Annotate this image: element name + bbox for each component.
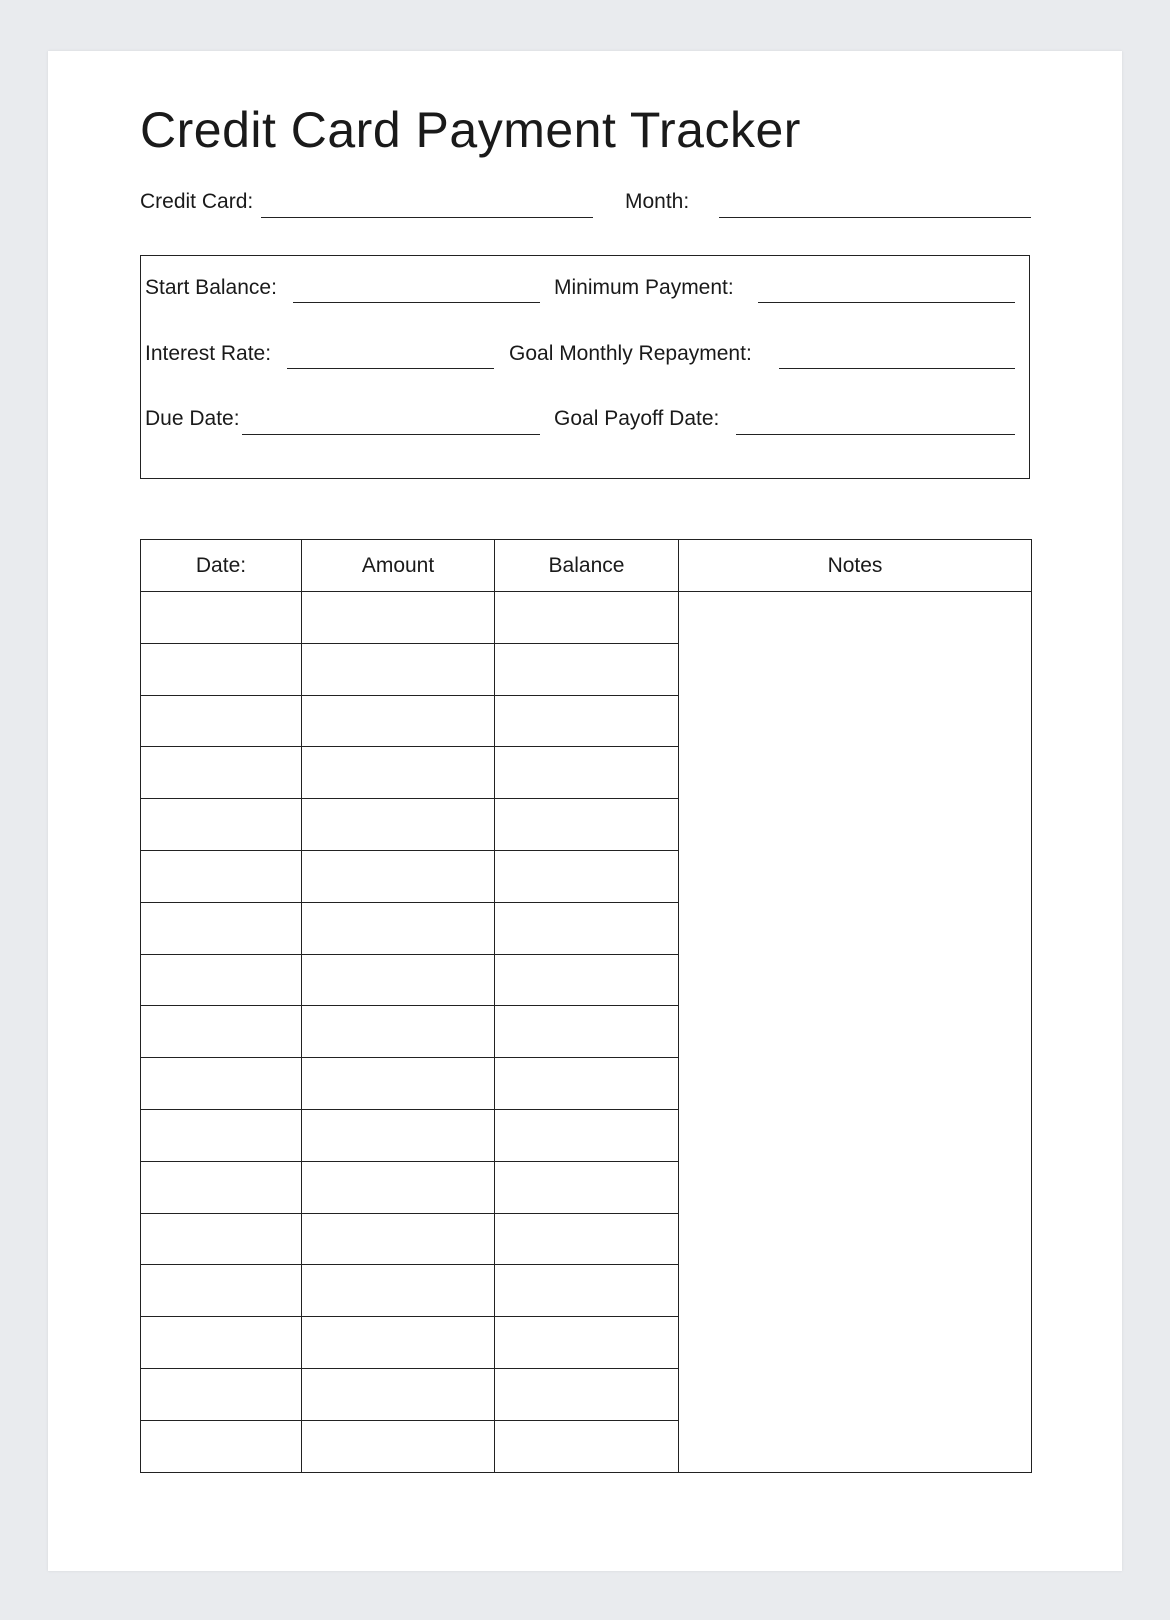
date-cell[interactable] bbox=[141, 1368, 302, 1420]
balance-cell[interactable] bbox=[495, 695, 679, 747]
balance-cell[interactable] bbox=[495, 1058, 679, 1110]
amount-cell[interactable] bbox=[302, 1368, 495, 1420]
date-column-header: Date: bbox=[141, 540, 302, 592]
amount-cell[interactable] bbox=[302, 902, 495, 954]
balance-cell[interactable] bbox=[495, 902, 679, 954]
page-title: Credit Card Payment Tracker bbox=[140, 102, 801, 158]
amount-cell[interactable] bbox=[302, 954, 495, 1006]
date-cell[interactable] bbox=[141, 592, 302, 644]
minimum-payment-field[interactable] bbox=[758, 302, 1015, 303]
date-cell[interactable] bbox=[141, 850, 302, 902]
amount-cell[interactable] bbox=[302, 1420, 495, 1472]
table-row bbox=[141, 592, 1032, 644]
balance-cell[interactable] bbox=[495, 643, 679, 695]
start-balance-field[interactable] bbox=[293, 302, 540, 303]
date-cell[interactable] bbox=[141, 1006, 302, 1058]
date-cell[interactable] bbox=[141, 954, 302, 1006]
amount-cell[interactable] bbox=[302, 1006, 495, 1058]
goal-payoff-date-field[interactable] bbox=[736, 434, 1015, 435]
start-balance-label: Start Balance: bbox=[145, 276, 277, 299]
date-cell[interactable] bbox=[141, 643, 302, 695]
balance-cell[interactable] bbox=[495, 799, 679, 851]
amount-cell[interactable] bbox=[302, 1265, 495, 1317]
amount-cell[interactable] bbox=[302, 850, 495, 902]
amount-cell[interactable] bbox=[302, 592, 495, 644]
table-header-row bbox=[141, 540, 1032, 592]
balance-cell[interactable] bbox=[495, 1265, 679, 1317]
date-cell[interactable] bbox=[141, 1058, 302, 1110]
payment-table bbox=[140, 539, 1032, 1473]
notes-column-header: Notes bbox=[679, 540, 1032, 592]
due-date-label: Due Date: bbox=[145, 407, 240, 430]
date-cell[interactable] bbox=[141, 695, 302, 747]
date-cell[interactable] bbox=[141, 1265, 302, 1317]
date-cell[interactable] bbox=[141, 1161, 302, 1213]
amount-cell[interactable] bbox=[302, 1317, 495, 1369]
goal-monthly-repayment-label: Goal Monthly Repayment: bbox=[509, 342, 752, 365]
credit-card-label: Credit Card: bbox=[140, 190, 254, 213]
balance-cell[interactable] bbox=[495, 1006, 679, 1058]
table-body bbox=[141, 592, 1032, 1473]
balance-cell[interactable] bbox=[495, 1368, 679, 1420]
amount-column-header: Amount bbox=[302, 540, 495, 592]
balance-column-header: Balance bbox=[495, 540, 679, 592]
amount-cell[interactable] bbox=[302, 1109, 495, 1161]
credit-card-field[interactable] bbox=[261, 217, 593, 218]
balance-cell[interactable] bbox=[495, 954, 679, 1006]
interest-rate-field[interactable] bbox=[287, 368, 494, 369]
month-label: Month: bbox=[625, 190, 690, 213]
date-cell[interactable] bbox=[141, 902, 302, 954]
date-cell[interactable] bbox=[141, 1109, 302, 1161]
balance-cell[interactable] bbox=[495, 1109, 679, 1161]
balance-cell[interactable] bbox=[495, 1161, 679, 1213]
balance-cell[interactable] bbox=[495, 1213, 679, 1265]
amount-cell[interactable] bbox=[302, 643, 495, 695]
amount-cell[interactable] bbox=[302, 1213, 495, 1265]
minimum-payment-label: Minimum Payment: bbox=[554, 276, 734, 299]
amount-cell[interactable] bbox=[302, 799, 495, 851]
notes-cell[interactable] bbox=[679, 592, 1032, 1473]
date-cell[interactable] bbox=[141, 747, 302, 799]
balance-cell[interactable] bbox=[495, 1420, 679, 1472]
date-cell[interactable] bbox=[141, 1213, 302, 1265]
goal-monthly-repayment-field[interactable] bbox=[779, 368, 1015, 369]
balance-cell[interactable] bbox=[495, 850, 679, 902]
balance-cell[interactable] bbox=[495, 747, 679, 799]
amount-cell[interactable] bbox=[302, 695, 495, 747]
balance-cell[interactable] bbox=[495, 592, 679, 644]
date-cell[interactable] bbox=[141, 1317, 302, 1369]
interest-rate-label: Interest Rate: bbox=[145, 342, 272, 365]
date-cell[interactable] bbox=[141, 799, 302, 851]
goal-payoff-date-label: Goal Payoff Date: bbox=[554, 407, 720, 430]
amount-cell[interactable] bbox=[302, 1058, 495, 1110]
tracker-sheet bbox=[48, 51, 1122, 1571]
month-field[interactable] bbox=[719, 217, 1031, 218]
due-date-field[interactable] bbox=[242, 434, 540, 435]
balance-cell[interactable] bbox=[495, 1317, 679, 1369]
amount-cell[interactable] bbox=[302, 1161, 495, 1213]
amount-cell[interactable] bbox=[302, 747, 495, 799]
date-cell[interactable] bbox=[141, 1420, 302, 1472]
